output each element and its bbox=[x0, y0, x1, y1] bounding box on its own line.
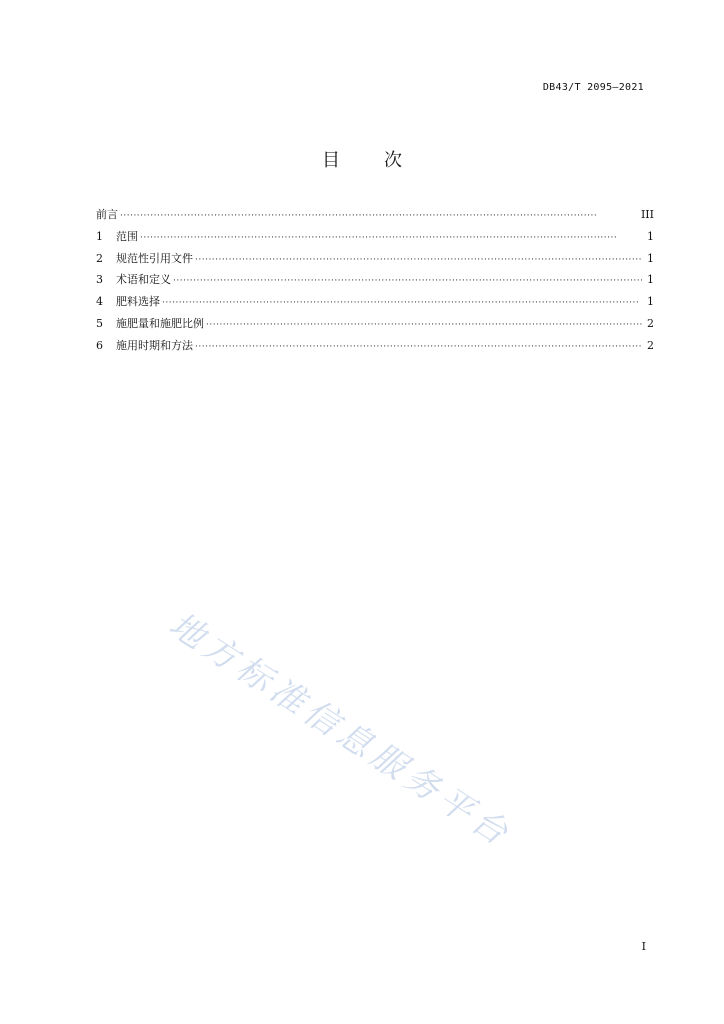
table-of-contents bbox=[96, 204, 654, 357]
toc-entry-label: 范围 bbox=[116, 229, 138, 243]
toc-entry-fertilizer-amount[interactable] bbox=[96, 313, 654, 335]
toc-entry-number: 4 bbox=[96, 295, 103, 309]
toc-leader-dots bbox=[195, 337, 642, 359]
page-number: I bbox=[641, 940, 646, 953]
toc-entry-normative-references[interactable] bbox=[96, 248, 654, 270]
toc-entry-label: 施肥量和施肥比例 bbox=[116, 316, 204, 330]
toc-entry-page: 1 bbox=[647, 273, 654, 287]
toc-entry-label: 肥料选择 bbox=[116, 295, 160, 309]
toc-entry-page: 2 bbox=[647, 338, 654, 352]
toc-entry-page: 1 bbox=[647, 295, 654, 309]
title-char-right: 次 bbox=[384, 150, 402, 171]
toc-entry-page: 1 bbox=[647, 251, 654, 265]
toc-entry-scope[interactable] bbox=[96, 226, 654, 248]
toc-entry-terms-definitions[interactable] bbox=[96, 269, 654, 291]
watermark-text: 地方标准信息服务平台 bbox=[161, 604, 520, 857]
toc-leader-dots bbox=[120, 206, 637, 228]
toc-entry-number: 5 bbox=[96, 316, 103, 330]
toc-leader-dots bbox=[206, 315, 642, 337]
toc-entry-page: 2 bbox=[647, 316, 654, 330]
toc-entry-application-timing[interactable] bbox=[96, 335, 654, 357]
toc-entry-number: 2 bbox=[96, 251, 103, 265]
title-char-left: 目 bbox=[322, 150, 340, 171]
toc-leader-dots bbox=[195, 250, 642, 272]
page-title bbox=[0, 146, 724, 172]
toc-entry-page: III bbox=[640, 208, 654, 221]
document-number: DB43/T 2095—2021 bbox=[542, 82, 644, 93]
toc-leader-dots bbox=[140, 228, 642, 250]
toc-leader-dots bbox=[162, 293, 642, 315]
toc-entry-number: 6 bbox=[96, 338, 103, 352]
toc-entry-foreword[interactable] bbox=[96, 204, 654, 226]
toc-entry-number: 1 bbox=[96, 229, 103, 243]
toc-entry-label: 施用时期和方法 bbox=[116, 338, 193, 352]
toc-leader-dots bbox=[173, 271, 642, 293]
toc-entry-label: 术语和定义 bbox=[116, 273, 171, 287]
toc-entry-page: 1 bbox=[647, 229, 654, 243]
toc-entry-number: 3 bbox=[96, 273, 103, 287]
toc-entry-fertilizer-selection[interactable] bbox=[96, 291, 654, 313]
toc-entry-label: 规范性引用文件 bbox=[116, 251, 193, 265]
toc-entry-label: 前言 bbox=[96, 208, 118, 221]
